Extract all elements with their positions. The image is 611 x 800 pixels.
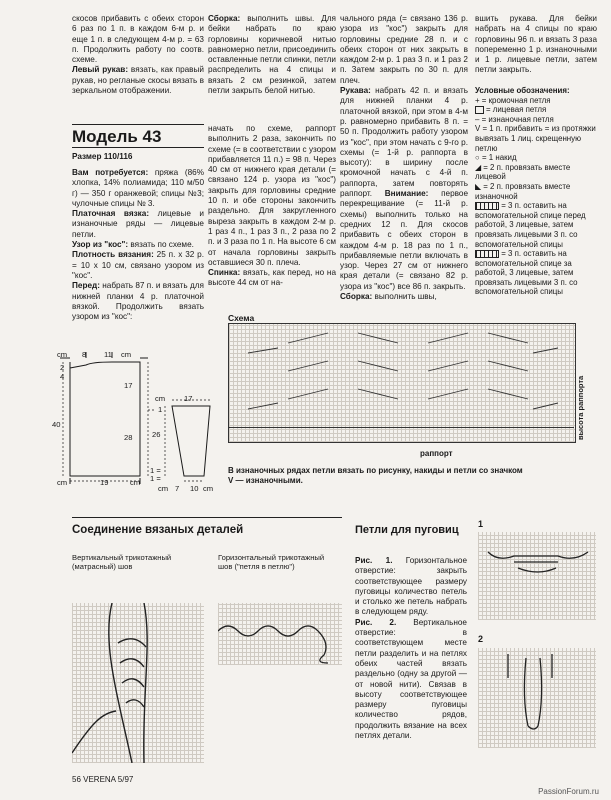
gauge-para: Плотность вязания: 25 п. x 32 р. = 10 x 10 см, связано узором из "кос". bbox=[72, 250, 204, 280]
front-dim-left-2: 4 bbox=[60, 372, 65, 381]
sleeve-dim-bottom-1: 7 bbox=[175, 484, 180, 493]
pattern-side-label: высота раппорта bbox=[576, 375, 585, 440]
sleeve-dim-left-2: 26 bbox=[152, 430, 161, 439]
front-dim-top-2: 11 bbox=[104, 350, 112, 359]
cable-para: Узор из "кос": вязать по схеме. bbox=[72, 240, 194, 250]
col4-para: вшить рукава. Для бейки набрать на 4 спицы по краю горловины 96 п. и вязать 3 раза попеременно 1 р. изнаночными и 1 р. лицевые петли, затем петли закрыть. bbox=[475, 14, 597, 75]
col4-top bbox=[475, 14, 597, 76]
fig1-para: Рис. 1. Горизонтальное отверстие: закрыть соответствующее размеру пуговицы количество петель и столько же петель набрать в следующем ряду. bbox=[355, 556, 467, 617]
front-dim-bottom: 19 bbox=[100, 478, 109, 487]
buttonhole-fig2-stitches bbox=[478, 648, 596, 748]
model-mid-col bbox=[208, 124, 336, 289]
legend-title: Условные обозначения: bbox=[475, 86, 570, 95]
pattern-cables bbox=[228, 323, 574, 441]
vertical-seam-stitches bbox=[72, 603, 204, 763]
legend-item: = 3 п. оставить на вспомогательной спице за работой, 3 лицевые, затем провязать лицевыми 3 п. со вспомогательной спицы bbox=[475, 249, 578, 297]
buttonholes-title: Петли для пуговиц bbox=[355, 524, 459, 536]
pattern-title: Схема bbox=[228, 313, 255, 323]
col3-top bbox=[340, 14, 468, 302]
model-rule-top bbox=[72, 124, 204, 125]
col1-para-left-sleeve: Левый рукав: вязать, как правый рукав, но регланые скосы вязать в зеркальном отображении. bbox=[72, 65, 204, 96]
knit-stitch-symbol-icon bbox=[475, 106, 484, 114]
garter-para: Платочная вязка: лицевые и изнаночные ряды — лицевые петли. bbox=[72, 209, 204, 239]
legend-item: ◣ = 2 п. провязать вместе изнаночной bbox=[475, 181, 571, 201]
sleeve-dim-left-1: 1 bbox=[158, 405, 163, 414]
materials-para: Вам потребуется: пряжа (86% хлопка, 14% полиамида; 110 м/50 г) — 350 г оранжевой; спицы №3; чулочные спицы № 3. bbox=[72, 168, 204, 208]
model-left-col bbox=[72, 168, 204, 322]
col3-para-sleeves: Рукава: набрать 42 п. и вязать для нижней планки 4 р. платочной вязкой, при этом в 4-м р. равномерно прибавить 8 п. = 50 п. Продолжить работу узором из "кос", при этом начать с 9-го р. схемы (= 1-й р. раппорта в высоту): в ширину после кромочной начать с 4-й п. раппорта, затем повторять раппорт. Внимание: первое перекрещивание (= 11-й р. схемы) выполнить только на средних 12 п. Для скосов прибавить с обеих сторон в каждом 4-м р. 18 раз по 1 п., прибавляемые петли включать в узор. Через 27 см от нижнего края детали (= связано 82 р. узора из "кос") все 86 п. закрыть. bbox=[340, 86, 468, 291]
col1-para: скосов прибавить с обеих сторон 6 раз по 1 п. в каждом 6-м р. и еще 1 п. в следующем 4-м р. = 63 п. Продолжить работу по соотв. схеме. bbox=[72, 14, 204, 65]
cable-front-symbol-icon bbox=[475, 202, 499, 210]
fig2-para: Рис. 2. Вертикальное отверстие: в соответствующем месте петли разделить и на петлях обеих частей вязать раздельно (одну за другой — от новой нити). Связав в высоту соответствующее размеру пуговицы количество рядов, продолжить вязание на всех петлях детали. bbox=[355, 617, 467, 741]
legend-item: + = кромочная петля bbox=[475, 95, 551, 105]
front-dim-top-1: 8 bbox=[82, 350, 87, 359]
col2-para-assembly: Сборка: выполнить швы. Для бейки набрать по краю горловины коричневой нитью равномерно петли, присоединить оставленные петли спинки, петли распределить на 4 спицы и вязать 2 см резинкой, затем петли закрыть белой нитью. bbox=[208, 14, 336, 96]
model-rule-bottom bbox=[72, 147, 204, 148]
back-para: Спинка: вязать, как перед, но на высоте 44 см от на- bbox=[208, 268, 336, 288]
model-title: Модель 43 bbox=[72, 127, 162, 146]
col2-top bbox=[208, 14, 336, 96]
seams-title: Соединение вязаных деталей bbox=[72, 524, 244, 536]
sleeve-dim-cm-bl: cm bbox=[158, 484, 169, 493]
buttonholes-text bbox=[355, 556, 467, 741]
front-dim-right-2: 28 bbox=[124, 433, 133, 442]
sleeve-dim-left-3: 1 = bbox=[150, 466, 161, 475]
col3-para: чального ряда (= связано 136 р. узора из "кос") закрыть для горловины средние 28 п. и с обеих сторон от них закрыть в каждом 2-м р. 1 раз 3 п. и 1 раз 2 п. Затем закрыть по 30 п. для плеч. bbox=[340, 14, 468, 85]
legend-item: V = 1 п. прибавить = из протяжки вывязать 1 лиц. скрещенную петлю bbox=[475, 124, 596, 153]
sleeve-dim-bottom-2: 10 bbox=[190, 484, 199, 493]
front-para: Перед: набрать 87 п. и вязать для нижней планки 4 р. платочной вязкой. Продолжить вязать узором из "кос": bbox=[72, 281, 204, 322]
seam-horizontal-label: Горизонтальный трикотажный шов ("петля в петлю") bbox=[218, 553, 325, 571]
front-continued-para: начать по схеме, раппорт выполнить 2 раза, закончить по схеме (= в соответствии с узором прибавляется 11 п.) = 98 п. Через 40 см от нижнего края детали (= связано 124 р. узора из "кос") закрыть для горловины средние 10 п. и обе стороны закончить раздельно. Для закругленного выреза закрыть в каждом 2-м р. 1 раз 4 п., 1 раз 3 п., 2 раза по 2 п. и 3 раза по 1 п. На высоте 6 см от начала горловины закрыть оставшиеся 30 п. плеча. bbox=[208, 124, 336, 267]
front-dim-cm-tl: cm bbox=[57, 350, 68, 359]
model-size: Размер 110/116 bbox=[72, 152, 133, 161]
page-footer: 56 VERENA 5/97 bbox=[72, 775, 134, 784]
col1-top bbox=[72, 14, 204, 96]
front-dim-left-1: 2 bbox=[60, 363, 65, 372]
sleeve-dim-top: 17 bbox=[184, 394, 193, 403]
front-dim-right-1: 17 bbox=[124, 381, 133, 390]
seam-vertical-label: Вертикальный трикотажный (матрасный) шов bbox=[72, 553, 172, 571]
legend-item: – = изнаночная петля bbox=[475, 114, 554, 124]
fig2-number: 2 bbox=[478, 634, 484, 644]
front-dim-cm-tr: cm bbox=[121, 350, 132, 359]
front-dim-cm-bl: cm bbox=[57, 478, 68, 487]
legend-item: = 3 п. оставить на вспомогательной спице перед работой, 3 лицевые, затем провязать лицевыми 3 п. со вспомогательной спицы bbox=[475, 201, 586, 249]
horizontal-seam-stitches bbox=[218, 603, 342, 665]
seams-rule bbox=[72, 517, 342, 518]
pattern-bottom-label: раппорт bbox=[420, 449, 453, 458]
legend-item: ○ = 1 накид bbox=[475, 153, 517, 163]
legend-item: = лицевая петля bbox=[475, 105, 597, 115]
sleeve-dim-cm-top: cm bbox=[155, 394, 166, 403]
site-watermark: PassionForum.ru bbox=[538, 787, 599, 796]
col3-para-assembly: Сборка: выполнить швы, bbox=[340, 292, 437, 302]
front-dim-cm-br: cm bbox=[130, 478, 141, 487]
legend bbox=[475, 86, 597, 297]
legend-item: ◢ = 2 п. провязать вместе лицевой bbox=[475, 162, 571, 182]
front-dim-left-3: 40 bbox=[52, 420, 61, 429]
buttonhole-fig1-stitches bbox=[478, 532, 596, 620]
cable-back-symbol-icon bbox=[475, 250, 499, 258]
sleeve-dim-cm-br: cm bbox=[203, 484, 214, 493]
fig1-number: 1 bbox=[478, 519, 484, 529]
sleeve-dim-left-4: 1 = bbox=[150, 474, 161, 483]
pattern-note: В изнаночных рядах петли вязать по рисунку, накиды и петли со значком V — изнаночными. bbox=[228, 466, 523, 486]
